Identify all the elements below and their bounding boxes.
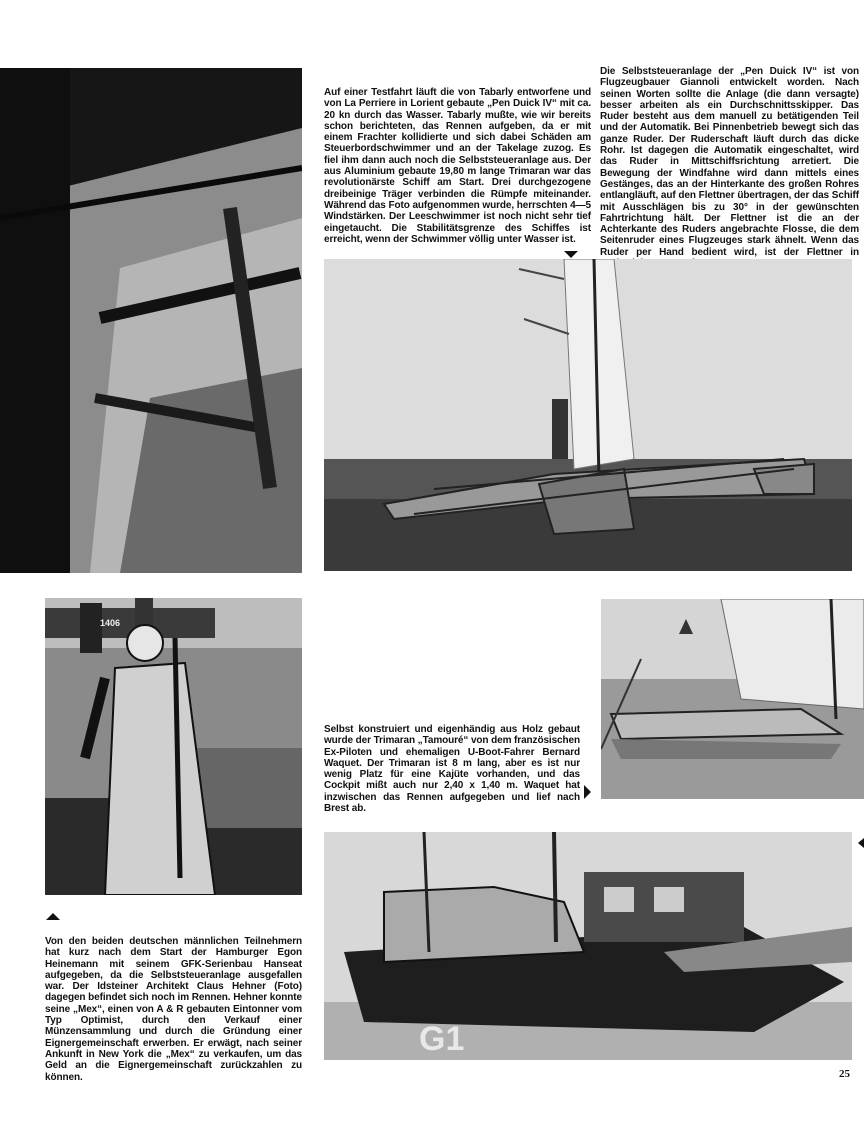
hull-marking-label: G1 <box>419 1020 465 1058</box>
arrow-left-icon <box>858 838 864 848</box>
photo-claus-hehner <box>45 598 302 895</box>
arrow-right-icon <box>584 785 591 799</box>
arrow-up-icon <box>46 913 60 920</box>
page-number: 25 <box>839 1068 850 1080</box>
caption-pen-duick-testfahrt: Auf einer Testfahrt läuft die von Tabarly entworfene und von La Perriere in Lorient gebaute „Pen Duick IV“ mit ca. 20 kn durch das Wasser. Tabarly mußte, wie wir bereits schon berichteten, das Rennen aufgeben, da er mit einem Frachter kollidierte und sich dabei Schäden am Steuerbordschwimmer und an der Takelage zuzog. Es fiel ihm dann auch noch die Selbststeueranlage aus. Der aus Aluminium gebaute 19,80 m lange Trimaran war das revolutionärste Schiff am Start. Drei durchgezogene dreibeinige Träger verbinden die Rümpfe miteinander. Während das Foto aufgenommen wurde, herrschten 4—5 Windstärken. Der Leeschwimmer ist noch nicht sehr tief eingetaucht. Die Stabilitätsgrenze des Schiffes ist erreicht, wenn der Schwimmer völlig unter Wasser ist. <box>324 87 591 245</box>
caption-tamoure: Selbst konstruiert und eigenhändig aus Holz gebaut wurde der Trimaran „Tamouré“ von dem französischen Ex-Piloten und ehemaligen U-Boot-Fahrer Bernard Waquet. Der Trimaran ist 8 m lang, aber es ist nur wenig Platz für eine Kajüte vorhanden, und das Cockpit mißt auch nur 2,40 x 1,40 m. Waquet hat inzwischen das Rennen aufgegeben und lief nach Brest ab. <box>324 724 580 815</box>
arrow-down-icon <box>564 251 578 258</box>
boat-number-label: 1406 <box>100 618 121 628</box>
caption-deutsche-teilnehmer: Von den beiden deutschen männlichen Teilnehmern hat kurz nach dem Start der Hamburger Egon Heinemann mit seinem GFK-Serienbau Hanseat aufgegeben, da die Selbststeueranlage ausgefallen war. Der Idsteiner Architekt Claus Hehner (Foto) dagegen befindet sich noch im Rennen. Hehner konnte seine „Mex“, einen von A & R gebauten Eintonner vom Typ Optimist, durch den Verkauf einer Münzensammlung und durch die Gründung einer Eignergemeinschaft erwerben. Er erwägt, nach seiner Ankunft in New York die „Mex“ zu verkaufen, um das Geld an die Eignergemeinschaft zurückzahlen zu können. <box>45 936 302 1083</box>
photo-rigging-closeup <box>0 68 302 573</box>
photo-trimaran-pen-duick <box>324 259 852 571</box>
caption-selbststeueranlage: Die Selbststeueranlage der „Pen Duick IV“ ist von Flugzeugbauer Giannoli entwickelt worden. Nach seinen Worten sollte die Anlage (die dann versagte) besser arbeiten als ein Durchschnittsskipper. Das Ruder besteht aus dem manuell zu betätigenden Teil und der Automatik. Bei Pinnenbetrieb bewegt sich das ganze Ruder. Der Ruderschaft läuft durch das dicke Rohr. Ist dagegen die Automatik eingeschaltet, wird das Ruder in Mittschiffsrichtung arretiert. Die Bewegung der Windfahne wird dann mittels eines Gestänges, das an der Hinterkante des großen Rohres entlangläuft, auf den Flettner übertragen, der das Schiff mit Ausschlägen bis zu 30° in der gewünschten Fahrtrichtung hält. Der Flettner ist die an der Achterkante des Ruders angebrachte Flosse, die dem Seitenruder eines Flugzeuges stark ähnelt. Wenn das Ruder per Hand bedient wird, ist der Flettner in <box>600 66 859 258</box>
photo-boot-mex <box>324 832 852 1060</box>
photo-trimaran-tamoure <box>601 599 864 799</box>
